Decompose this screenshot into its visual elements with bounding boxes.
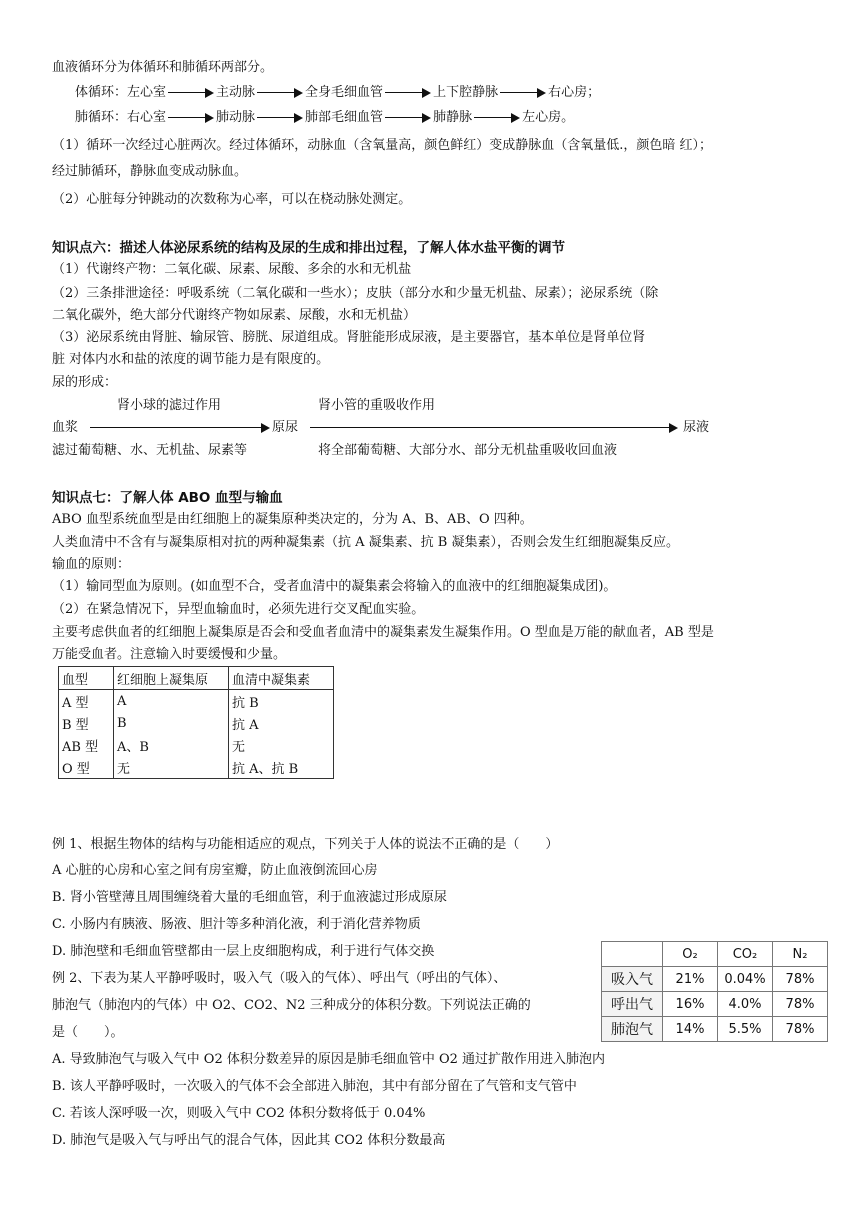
table-header-row (59, 667, 334, 690)
table-header-cell: 红细胞上凝集原 (114, 667, 229, 690)
note-1a: （1）循环一次经过心脏两次。经过体循环，动脉血（含氧量高，颜色鲜红）变成静脉血（含氧量低.，颜色暗 红）； (52, 138, 713, 153)
filter-label: 肾小球的滤过作用 (117, 398, 222, 413)
kp6-p2a: （2）三条排泄途径：呼吸系统（二氧化碳和一些水）；皮肤（部分水和少量无机盐、尿素）；泌尿系统（除 (52, 286, 659, 301)
table-row (59, 756, 334, 779)
table-header-row (602, 942, 828, 967)
table-header-cell: O₂ (663, 942, 718, 967)
table-header-cell: CO₂ (718, 942, 773, 967)
ex1-option-c: C. 小肠内有胰液、肠液、胆汁等多种消化液，利于消化营养物质 (52, 917, 421, 932)
ex2-option-a: A. 导致肺泡气与吸入气中 O2 体积分数差异的原因是肺毛细血管中 O2 通过扩散作用进入肺泡内 (52, 1052, 606, 1067)
ex2-option-b: B. 该人平静呼吸时，一次吸入的气体不会全部进入肺泡，其中有部分留在了气管和支气管中 (52, 1079, 577, 1094)
arrow-right-icon (168, 88, 214, 98)
table-cell: 14% (663, 1017, 718, 1042)
arrow-right-icon (385, 88, 431, 98)
ex2-question-3: 是（ ）。 (52, 1025, 124, 1040)
kp6-p2b: 二氧化碳外，绝大部分代谢终产物如尿素、尿酸，水和无机盐） (52, 308, 417, 323)
table-row (602, 992, 828, 1017)
arrow-right-icon (168, 113, 214, 123)
ex2-question-2: 肺泡气（肺泡内的气体）中 O2、CO2、N2 三种成分的体积分数。下列说法正确的 (52, 998, 531, 1013)
kp6-p1: （1）代谢终产物：二氧化碳、尿素、尿酸、多余的水和无机盐 (52, 262, 412, 277)
filter-desc: 滤过葡萄糖、水、无机盐、尿素等 (52, 443, 248, 458)
table-cell: 抗 B (229, 690, 334, 713)
urine-title: 尿的形成： (52, 375, 118, 390)
arrow-right-icon (257, 113, 303, 123)
ex1-option-a: A 心脏的心房和心室之间有房室瓣，防止血液倒流回心房 (52, 863, 378, 878)
table-cell: B 型 (59, 712, 114, 734)
kp7-p5: （2）在紧急情况下，异型血输血时，必须先进行交叉配血实验。 (52, 602, 425, 617)
kp6-p3b: 脏 对体内水和盐的浓度的调节能力是有限度的。 (52, 352, 330, 367)
pulmonary-node: 肺动脉 (216, 110, 256, 125)
systemic-circulation (75, 84, 600, 102)
table-row-header: 呼出气 (602, 992, 663, 1017)
kp6-p3a: （3）泌尿系统由肾脏、输尿管、膀胱、尿道组成。肾脏能形成尿液，是主要器官，基本单位是肾单位肾 (52, 330, 646, 345)
kp6-title: 知识点六：描述人体泌尿系统的结构及尿的生成和排出过程，了解人体水盐平衡的调节 (52, 240, 565, 256)
pulmonary-circulation (75, 109, 574, 127)
reabsorb-label: 肾小管的重吸收作用 (318, 398, 436, 413)
table-cell: O 型 (59, 756, 114, 779)
ex2-option-d: D. 肺泡气是吸入气与呼出气的混合气体，因此其 CO2 体积分数最高 (52, 1133, 446, 1148)
kp7-p3: 输血的原则： (52, 557, 131, 572)
blood-type-table (58, 666, 334, 779)
table-cell: B (114, 712, 229, 734)
table-row-header: 吸入气 (602, 967, 663, 992)
ex2-option-c: C. 若该人深呼吸一次，则吸入气中 CO2 体积分数将低于 0.04% (52, 1106, 426, 1121)
table-cell: A 型 (59, 690, 114, 713)
pulmonary-node: 左心房。 (522, 110, 575, 125)
pulmonary-node: 肺部毛细血管 (305, 110, 384, 125)
kp7-title: 知识点七：了解人体 ABO 血型与输血 (52, 490, 283, 506)
pulmonary-label: 肺循环： (75, 110, 128, 125)
table-cell: 抗 A (229, 712, 334, 734)
gas-composition-table (601, 941, 828, 1042)
ex2-question-1: 例 2、下表为某人平静呼吸时，吸入气（吸入的气体）、呼出气（呼出的气体）、 (52, 971, 507, 986)
table-cell: 4.0% (718, 992, 773, 1017)
ex1-option-d: D. 肺泡壁和毛细血管壁都由一层上皮细胞构成，利于进行气体交换 (52, 944, 435, 959)
table-header-cell: N₂ (773, 942, 828, 967)
plasma-label: 血浆 (52, 420, 79, 435)
table-cell: 无 (114, 756, 229, 779)
ex1-question: 例 1、根据生物体的结构与功能相适应的观点，下列关于人体的说法不正确的是（ ） (52, 837, 559, 852)
note-1b: 经过肺循环，静脉血变成动脉血。 (52, 164, 248, 179)
arrow-right-icon (257, 88, 303, 98)
note-2: （2）心脏每分钟跳动的次数称为心率，可以在桡动脉处测定。 (52, 192, 412, 207)
ex1-option-b: B. 肾小管壁薄且周围缠绕着大量的毛细血管，利于血液滤过形成原尿 (52, 890, 447, 905)
systemic-label: 体循环： (75, 85, 128, 100)
table-cell: 78% (773, 1017, 828, 1042)
systemic-node: 上下腔静脉 (433, 85, 499, 100)
systemic-node: 右心房； (548, 85, 601, 100)
systemic-node: 全身毛细血管 (305, 85, 384, 100)
table-cell: 78% (773, 967, 828, 992)
table-row (59, 690, 334, 713)
table-row (59, 734, 334, 756)
table-cell: 16% (663, 992, 718, 1017)
reabsorb-desc: 将全部葡萄糖、大部分水、部分无机盐重吸收回血液 (318, 443, 618, 458)
table-cell: A、B (114, 734, 229, 756)
kp7-p6b: 万能受血者。注意输入时要缓慢和少量。 (52, 647, 287, 662)
urine-label: 尿液 (683, 420, 710, 435)
pulmonary-node: 右心室 (127, 110, 167, 125)
intro-text: 血液循环分为体循环和肺循环两部分。 (52, 60, 274, 75)
pulmonary-node: 肺静脉 (433, 110, 473, 125)
table-header-cell: 血清中凝集素 (229, 667, 334, 690)
table-row (59, 712, 334, 734)
table-cell: 5.5% (718, 1017, 773, 1042)
table-cell: 0.04% (718, 967, 773, 992)
table-corner-cell (602, 942, 663, 967)
kp7-p6a: 主要考虑供血者的红细胞上凝集原是否会和受血者血清中的凝集素发生凝集作用。O 型血是万能的献血者，AB 型是 (52, 625, 714, 640)
arrow-right-icon (500, 88, 546, 98)
kp7-p1: ABO 血型系统血型是由红细胞上的凝集原种类决定的，分为 A、B、AB、O 四种。 (52, 512, 533, 527)
table-cell: AB 型 (59, 734, 114, 756)
table-cell: 21% (663, 967, 718, 992)
table-cell: A (114, 690, 229, 713)
systemic-node: 左心室 (127, 85, 167, 100)
primary-urine-label: 原尿 (272, 420, 299, 435)
table-row-header: 肺泡气 (602, 1017, 663, 1042)
kp7-p2: 人类血清中不含有与凝集原相对抗的两种凝集素（抗 A 凝集素、抗 B 凝集素），否则会发生红细胞凝集反应。 (52, 535, 679, 550)
table-row (602, 967, 828, 992)
arrow-right-icon (474, 113, 520, 123)
kp7-p4: （1）输同型血为原则。(如血型不合，受者血清中的凝集素会将输入的血液中的红细胞凝集成团)。 (52, 579, 617, 594)
table-cell: 抗 A、抗 B (229, 756, 334, 779)
arrow-right-icon (90, 423, 270, 433)
table-cell: 78% (773, 992, 828, 1017)
table-row (602, 1017, 828, 1042)
arrow-right-icon (310, 423, 678, 433)
table-cell: 无 (229, 734, 334, 756)
arrow-right-icon (385, 113, 431, 123)
table-header-cell: 血型 (59, 667, 114, 690)
systemic-node: 主动脉 (216, 85, 256, 100)
